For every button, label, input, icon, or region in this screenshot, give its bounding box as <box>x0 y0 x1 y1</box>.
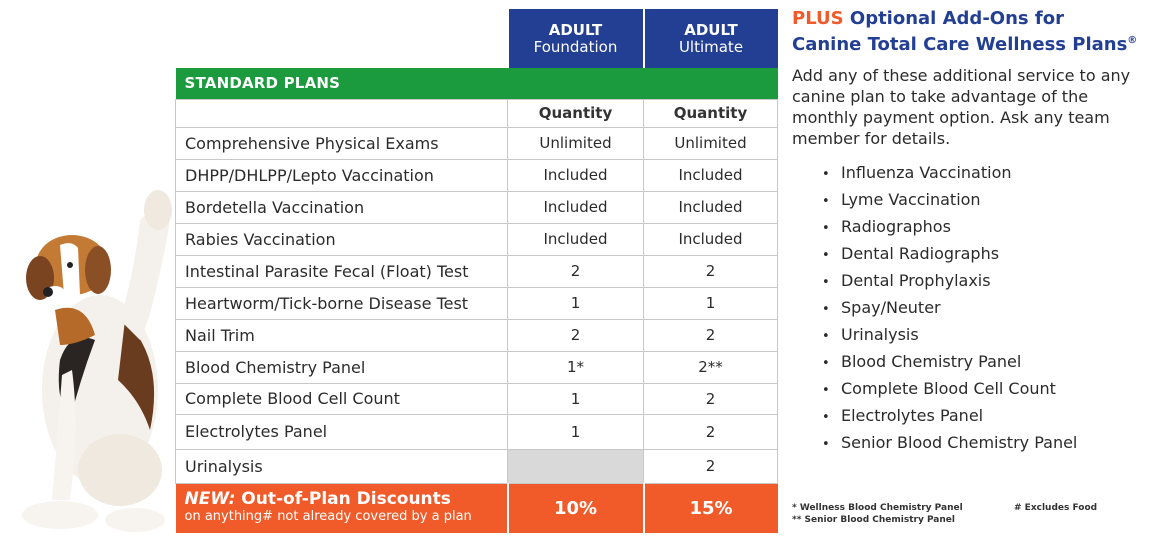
service-name: Urinalysis <box>176 449 508 483</box>
ultimate-value: 2 <box>644 449 778 483</box>
table-row <box>176 223 778 255</box>
section-header <box>176 68 778 99</box>
discount-row <box>176 483 778 533</box>
discount-subtitle: on anything# not already covered by a plan <box>184 509 472 525</box>
ultimate-value: 2 <box>644 414 778 449</box>
foundation-value-not-applicable <box>508 449 644 483</box>
ultimate-value: Included <box>644 223 778 255</box>
addons-title-line2: Canine Total Care Wellness Plans <box>792 34 1128 55</box>
addon-list <box>822 160 1172 457</box>
addons-panel <box>792 8 1172 457</box>
service-name: Complete Blood Cell Count <box>176 383 508 414</box>
quantity-header-row <box>176 99 778 127</box>
discount-title: Out-of-Plan Discounts <box>241 489 451 510</box>
foundation-value: 1 <box>508 414 644 449</box>
list-item: • Blood Chemistry Panel <box>822 349 1172 376</box>
foundation-value: 2 <box>508 255 644 287</box>
list-item: • Senior Blood Chemistry Panel <box>822 430 1172 457</box>
table-row <box>176 319 778 351</box>
table-row <box>176 127 778 159</box>
foundation-value: Unlimited <box>508 127 644 159</box>
quantity-header: Quantity <box>508 99 644 127</box>
table-row <box>176 287 778 319</box>
addons-title-line1: Optional Add-Ons for <box>849 8 1064 29</box>
footnote-single-star: * Wellness Blood Chemistry Panel <box>792 503 963 513</box>
service-name: Nail Trim <box>176 319 508 351</box>
list-item: • Urinalysis <box>822 322 1172 349</box>
plan-header-foundation <box>508 9 644 68</box>
plan-tier: Ultimate <box>678 37 744 56</box>
list-item: • Radiographos <box>822 214 1172 241</box>
list-item: • Electrolytes Panel <box>822 403 1172 430</box>
footnote-hash: # Excludes Food <box>1014 503 1098 513</box>
foundation-value: 2 <box>508 319 644 351</box>
discount-label <box>176 483 508 533</box>
ultimate-discount: 15% <box>644 483 778 533</box>
list-item: • Influenza Vaccination <box>822 160 1172 187</box>
registered-mark: ® <box>1127 35 1138 46</box>
service-name: Heartworm/Tick-borne Disease Test <box>176 287 508 319</box>
addons-description: Add any of these additional service to any canine plan to take advantage of the monthly payment option. Ask any team member for details. <box>792 66 1131 148</box>
quantity-header: Quantity <box>644 99 778 127</box>
list-item: • Dental Prophylaxis <box>822 268 1172 295</box>
list-item: • Dental Radiographs <box>822 241 1172 268</box>
service-name: Intestinal Parasite Fecal (Float) Test <box>176 255 508 287</box>
ultimate-value: Unlimited <box>644 127 778 159</box>
footnote-double-star: ** Senior Blood Chemistry Panel <box>792 515 955 525</box>
list-item: • Spay/Neuter <box>822 295 1172 322</box>
service-name: Blood Chemistry Panel <box>176 351 508 383</box>
ultimate-value: 2** <box>644 351 778 383</box>
table-row <box>176 159 778 191</box>
service-name: Bordetella Vaccination <box>176 191 508 223</box>
ultimate-value: Included <box>644 159 778 191</box>
service-name: Electrolytes Panel <box>176 414 508 449</box>
wellness-plan-table <box>175 9 778 533</box>
plan-name: ADULT <box>684 20 738 39</box>
ultimate-value: 2 <box>644 383 778 414</box>
foundation-discount: 10% <box>508 483 644 533</box>
ultimate-value: 1 <box>644 287 778 319</box>
ultimate-value: 2 <box>644 255 778 287</box>
plan-name: ADULT <box>548 20 603 39</box>
table-row <box>176 383 778 414</box>
service-name: DHPP/DHLPP/Lepto Vaccination <box>176 159 508 191</box>
plan-tier: Foundation <box>533 37 618 56</box>
ultimate-value: 2 <box>644 319 778 351</box>
addons-title <box>792 8 1172 56</box>
list-item: • Complete Blood Cell Count <box>822 376 1172 403</box>
service-name: Comprehensive Physical Exams <box>176 127 508 159</box>
ultimate-value: Included <box>644 191 778 223</box>
table-row <box>176 191 778 223</box>
table-row <box>176 351 778 383</box>
plan-header-row <box>176 9 778 68</box>
plan-header-ultimate <box>644 9 778 68</box>
foundation-value: 1 <box>508 287 644 319</box>
service-name: Rabies Vaccination <box>176 223 508 255</box>
beagle-dog-illustration <box>0 170 185 540</box>
foundation-value: 1 <box>508 383 644 414</box>
table-row <box>176 255 778 287</box>
plus-label: PLUS <box>792 8 844 29</box>
list-item: • Lyme Vaccination <box>822 187 1172 214</box>
new-label: NEW: <box>184 489 236 510</box>
footnotes-stars <box>792 502 963 526</box>
foundation-value: Included <box>508 191 644 223</box>
foundation-value: Included <box>508 223 644 255</box>
table-row <box>176 414 778 449</box>
foundation-value: Included <box>508 159 644 191</box>
foundation-value: 1* <box>508 351 644 383</box>
section-label: STANDARD PLANS <box>176 68 778 99</box>
table-row <box>176 449 778 483</box>
